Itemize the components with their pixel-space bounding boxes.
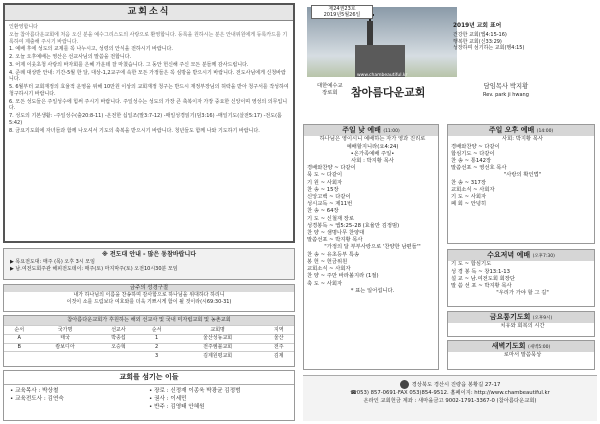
table-cell: 김제원평교회 [172,352,264,360]
verse-line: 이것이 소를 드림보다 여호와를 더욱 기쁘시게 함이 될 것이라(시69:30-31) [66,299,232,306]
denomination-line: 대한예수교 [317,83,343,89]
wednesday-worship [447,249,595,307]
servant-line: • 반주 : 김영태 안혜원 [149,403,205,410]
sunday-main-worship [303,124,439,370]
table-header: 순서 [141,326,172,335]
worship-line: 묵 도 ~ 다같이 [307,172,343,179]
worship-line: 경배와찬양 ~ 다같이 [451,143,500,150]
address: 경상북도 경산시 진량읍 봉황길 27-17 [411,382,501,388]
worship-line: 찬 송 ~ 유초등부 특송 [307,251,360,258]
table-row [4,334,294,343]
worship-time: (11:00) [383,129,400,134]
table-cell: 캄보디아 [35,343,96,352]
friday-prayer [447,311,595,337]
worship-time: (오후9시) [532,316,553,321]
notice-line: ▶ 목요전도대: 매주 (목) 오후 3시 모임 [10,259,95,266]
worship-title [448,125,594,136]
table-cell: 3 [141,352,172,360]
news-item: 2. 오늘 오후예배는 영산은 선교사님의 말씀을 전합니다. [9,54,132,60]
news-item: 3. 어제 이웃초청 사랑의 바자회를 은혜 가운데 잘 마쳤습니다. 그 동안 헌신해 주신 모든 분들께 감사드립니다. [9,61,249,68]
worship-line: 성시교독 ~ 제11번 [307,201,353,208]
mission-title: 참아름다운교회가 후원하는 해외 선교사 및 국내 미자립교회 및 농촌교회 [4,316,294,325]
worship-line: 봉 헌 ~ 헌금위원 [307,258,348,265]
greeting-text: 오늘 참아름다운교회에 처음 오신 분을 예수그리스도의 사랑으로 환영합니다. 등록을 원하시는 분은 안내위원에게 등록카드를 기록하여 제출해 주시기 바랍니다. [9,31,288,45]
table-cell: 태국 [35,334,96,343]
pastor-info [483,83,529,98]
table-row [4,343,294,352]
worship-line: 찬 양 ~ 주만 바라볼지라 (1절) [307,273,379,280]
worship-line: 찬 송 ~ 317장 [451,179,486,186]
worship-line: 기 도 ~ 합심기도 [451,261,492,268]
servants-box [3,370,295,421]
table-header: 선교사 [96,326,142,335]
worship-time: (오후7:30) [532,254,555,259]
table-cell: 박종섭 [96,334,142,343]
news-item: 5. 6월부터 교회재정의 효율적 운영을 위해 10만원 이상의 교회재정 청구는 반드시 재정부장님의 허락을 받아 청구서를 작성하여 청구하시기 바랍니다. [9,84,289,97]
evangelism-notice-box [3,248,295,280]
worship-line: 치유와 회복의 시간 [500,323,545,330]
worship-line: 축 도 ~ 사회자 [307,280,343,287]
motto-title: 2019년 교회 표어 [453,23,502,29]
worship-line: 찬 송 ~ 15장 [307,186,339,193]
verse-box [3,284,295,312]
motto-line: 행복한 교회(신33:29) [453,38,502,45]
worship-line: 로마서 말씀묵상 [503,352,542,359]
worship-line: 폐 회 ~ 안녕히 [451,201,487,208]
worship-title [448,312,594,323]
worship-title-text: 주일 낮 예배 [342,126,381,134]
church-news-title: 교회소식 [5,5,293,21]
table-header: 국가명 [35,326,96,335]
web-address: www.chambeautiful.kr [357,73,408,77]
table-cell [35,352,96,360]
pastor-name: 담임목사 박지황 [483,83,529,90]
church-logo-icon [400,380,409,389]
worship-line: 성 경 봉 독 ~ 창13:1-13 [451,268,510,275]
worship-line: 합심기도 ~ 다같이 [451,150,495,157]
news-item: 4. 준례 대상반 안내: 기간-5월 한 달, 대상-1,2교구에 속한 모든 가정들은 꼭 심방을 받으시기 바랍니다. 전도사님에게 신청바랍니다. [9,69,286,83]
worship-line: 교회소식 ~ 사회자 [451,186,495,193]
news-item: 8. 금요기도회에 자녀들과 함께 나오셔서 기도의 축복을 받으시기 바랍니다. 청년들도 함께 나와 기도하기 바랍니다. [9,127,260,134]
worship-line: 설 교 ~ 남.여전도회 회장단 [451,275,516,282]
news-item: 6. 모든 성도들은 주일성수에 힘써 주시기 바랍니다. 주일성수는 성도의 가장 큰 축복이자 가장 중요한 신앙이며 영성의 의무입니다. [9,98,288,112]
worship-line: 기 도 ~ 신철재 장로 [307,215,354,222]
verse-title: 금주의 성경구절 [4,285,294,292]
table-cell: 전주 [263,343,294,352]
footer [303,375,597,421]
church-motto [453,23,597,52]
motto-line: 건강한 교회(엡4:15-16) [453,31,507,38]
worship-line: 찬 송 ~ 64장 [307,208,339,215]
table-cell: 1 [141,334,172,343]
worship-line: "사랑의 확인법" [503,172,542,179]
worship-line: 기 도 ~ 사회자 [451,194,487,201]
table-cell: 김제 [263,352,294,360]
issue-number: 제24권23호 [328,6,356,12]
worship-line: "가정의 달 부부사랑으로 '찬양한 남편들'" [324,244,421,251]
mission-box [3,315,295,367]
worship-line: 경배와찬양 ~ 다같이 [307,165,356,172]
worship-time: (새벽5:00) [527,345,551,350]
bulletin-header [303,3,597,98]
contact: ☎053) 857-0691·FAX 053)854-9512. 홈페이지: http://www.chambeautiful.kr [350,390,550,396]
worship-line: •온가족예배 주일• [350,150,395,157]
verse-line: 내가 하나님의 이름을 찬송하며 감사함으로 하나님을 위대하다 하리니 [73,292,225,299]
table-cell: 울산성동교회 [172,334,264,343]
table-header: 교회명 [172,326,264,335]
worship-line: 신앙고백 ~ 다같이 [307,194,351,201]
worship-line: 하나님은 영이시니 예배하는 자가 영과 진리로 [319,136,426,143]
table-cell: B [4,343,35,352]
notice-line: ▶ 남.여전도회주관 해피전도데이: 매주(토) 마지막주(토) 오전10시30분 모임 [10,265,178,272]
worship-line: 찬 양 ~ 샘명나무 찬양대 [307,230,365,237]
worship-title-text: 금요통기도회 [489,313,531,321]
table-row [4,352,294,360]
worship-title [304,125,438,136]
bank-account: 온라인 교회헌금 계좌 : 새마을금고 9002-1791-3367-0 (참아름다운교회) [363,398,537,404]
table-header-row [4,326,294,335]
worship-line: 교회소식 ~ 사회자 [307,266,351,273]
worship-line: 말씀선포 ~ 박지황 목사 [307,237,363,244]
servants-title: 교회를 섬기는 이들 [4,371,294,385]
sunday-afternoon-worship [447,124,595,244]
servant-line: • 장로 : 신정재 이종욱 박광균 김정범 [149,388,241,395]
worship-title-text: 수요저녁 예배 [487,251,531,259]
worship-line: "우리가 가야 할 그 길" [496,290,549,297]
mission-table [4,325,294,360]
denomination-line: 장로회 [322,90,338,96]
servant-line: • 교육전도사 : 김연숙 [10,395,64,402]
issue-date: 2019년5월26일 [323,12,361,18]
servant-line: • 교육목사 : 박상철 [10,388,59,395]
footer-address-row [303,380,597,389]
news-item: 7. 성도의 기본생활: -주일성수(출20:8-11) -온전한 십일조(말3:7-12) -매일성경읽기(딤3:16) -매일기도(살전5:17) -전도(롬5:42) [9,113,282,126]
church-name-row [307,83,597,103]
worship-line: 말씀선포 ~ 영선호 목사 [451,165,507,172]
notice-title: ※ 전도대 안내 - 많은 동참바랍니다 [101,251,197,258]
table-cell: A [4,334,35,343]
table-cell: 울산 [263,334,294,343]
servants-right [149,388,288,411]
worship-line: 찬 송 ~ 통142장 [451,158,492,165]
table-header: 지역 [263,326,294,335]
greeting-label: 인환영합니다 [9,24,38,30]
table-cell: 오승혁 [96,343,142,352]
church-news-box [3,3,295,243]
pastor-name-en: Rev. park ji hwang [483,91,529,98]
left-page [3,3,295,421]
issue-date-box [311,5,373,19]
worship-title-text: 주일 오후 예배 [488,126,535,134]
servant-line: • 권사 : 이세민 [149,395,187,402]
table-cell [96,352,142,360]
worship-title [448,341,594,352]
table-cell: 2 [141,343,172,352]
news-item: 1. 예배 후에 성도의 교제를 꼭 나누시고, 성령의 안식을 전하시기 바랍니다. [9,46,173,53]
servants-left [10,388,149,411]
worship-line: 예배할지니라(요4:24) [346,143,399,150]
worship-time: (14:00) [536,129,554,134]
worship-line: * 표는 일어섭니다. [350,287,395,294]
right-page [303,3,597,421]
worship-line: 말 씀 선 포 ~ 박지황 목사 [451,283,512,290]
dawn-prayer [447,340,595,370]
table-cell [4,352,35,360]
motto-line: 성장하며 섬기하는 교회(행4:15) [453,45,525,52]
church-name: 참아름다운교회 [351,86,426,99]
worship-line: 사회: 박지황 목사 [502,136,543,143]
worship-title [448,250,594,261]
worship-line: 사회 : 박지황 목사 [351,158,394,165]
denomination [317,83,343,97]
worship-title-text: 새벽기도회 [491,342,526,350]
table-cell: 전주엠블교회 [172,343,264,352]
worship-line: 기 원 ~ 사회자 [307,179,343,186]
worship-line: 성경봉독 ~ 엡5:25-28 (효율만 김정범) [307,222,400,229]
table-header: 순서 [4,326,35,335]
